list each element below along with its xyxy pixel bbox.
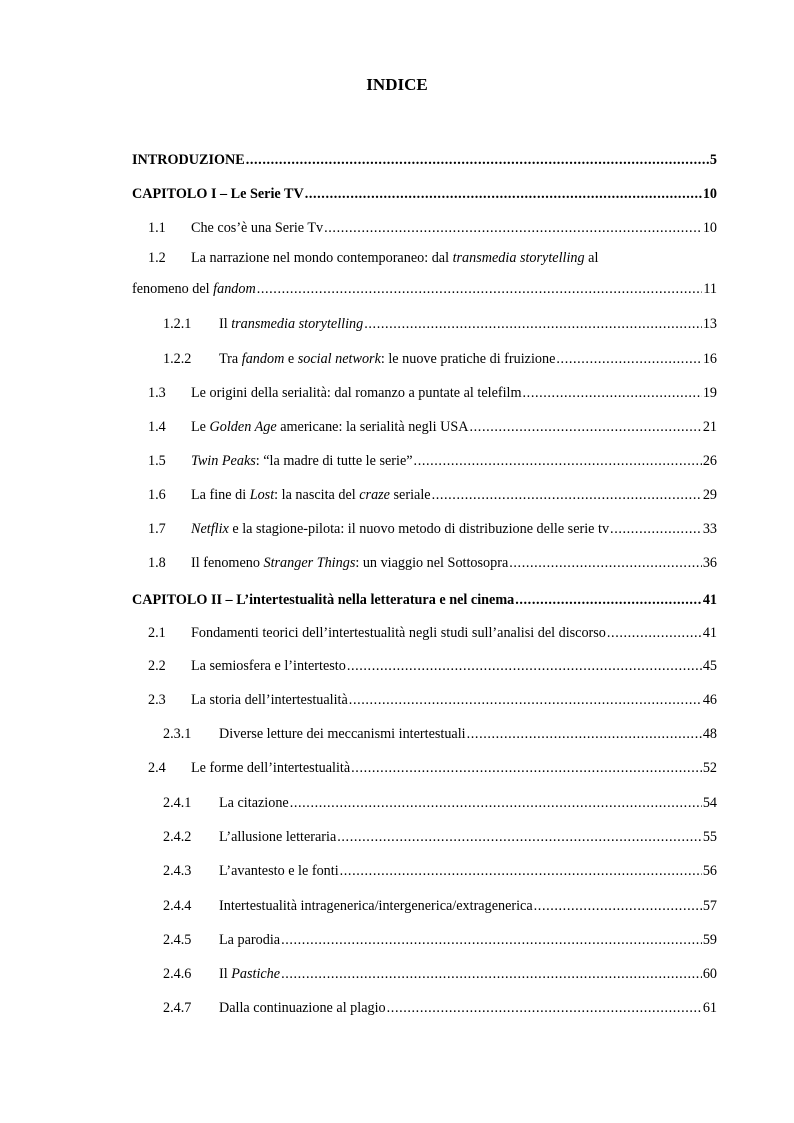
entry-number: 2.1 bbox=[148, 625, 166, 641]
entry-text-part: : “la madre di tutte le serie” bbox=[255, 453, 413, 469]
toc-entry[interactable] bbox=[0, 314, 794, 334]
entry-title bbox=[219, 964, 280, 984]
entry-title bbox=[132, 279, 256, 299]
entry-text-part: Stranger Things bbox=[263, 555, 356, 571]
entry-text-part: Netflix bbox=[191, 521, 229, 537]
entry-text-part: Fondamenti teorici dell’intertestualità negli studi sull’analisi del discorso bbox=[191, 625, 606, 641]
entry-number: 1.5 bbox=[148, 453, 166, 469]
entry-text-part: La parodia bbox=[219, 932, 281, 948]
entry-text-part: fenomeno del bbox=[132, 281, 214, 297]
entry-text-part: e la stagione-pilota: il nuovo metodo di distribuzione delle serie tv bbox=[228, 521, 610, 537]
dot-leader bbox=[414, 451, 702, 471]
toc-entry[interactable] bbox=[0, 485, 794, 505]
toc-entry[interactable] bbox=[0, 349, 794, 369]
dot-leader bbox=[347, 656, 702, 676]
entry-text-part: Le bbox=[191, 419, 210, 435]
entry-text-part: al bbox=[584, 250, 599, 266]
toc-entry-heading-line bbox=[148, 248, 598, 268]
page-number: 56 bbox=[702, 863, 717, 879]
toc-chapter-entry[interactable] bbox=[0, 184, 794, 204]
page-number: 54 bbox=[702, 795, 717, 811]
dot-leader bbox=[364, 314, 702, 334]
entry-number: 2.4.2 bbox=[163, 829, 192, 845]
entry-text-part: transmedia storytelling bbox=[231, 316, 364, 332]
dot-leader bbox=[509, 553, 702, 573]
entry-text-part: : un viaggio nel Sottosopra bbox=[355, 555, 509, 571]
entry-text-part: Diverse letture dei meccanismi intertestuali bbox=[219, 726, 466, 742]
entry-title bbox=[191, 690, 348, 710]
dot-leader bbox=[432, 485, 702, 505]
entry-number: 2.4.6 bbox=[163, 966, 192, 982]
entry-title bbox=[219, 724, 466, 744]
toc-entry[interactable] bbox=[0, 793, 794, 813]
entry-title bbox=[191, 519, 609, 539]
page-number: 29 bbox=[702, 487, 717, 503]
dot-leader bbox=[387, 998, 702, 1018]
entry-text-part: L’avantesto e le fonti bbox=[219, 863, 339, 879]
entry-title bbox=[219, 930, 280, 950]
dot-leader bbox=[349, 690, 702, 710]
toc-entry[interactable] bbox=[0, 758, 794, 778]
entry-text-part: seriale bbox=[389, 487, 431, 503]
toc-entry[interactable] bbox=[0, 998, 794, 1018]
entry-text-part: Tra bbox=[219, 351, 242, 367]
toc-entry[interactable] bbox=[0, 417, 794, 437]
entry-title bbox=[191, 218, 323, 238]
entry-title bbox=[191, 758, 350, 778]
entry-title bbox=[191, 451, 413, 471]
entry-text-part: L’allusione letteraria bbox=[219, 829, 337, 845]
dot-leader bbox=[607, 623, 702, 643]
entry-text-part: e bbox=[284, 351, 298, 367]
page-number: 59 bbox=[702, 932, 717, 948]
dot-leader bbox=[324, 218, 702, 238]
page-number: 16 bbox=[702, 351, 717, 367]
toc-entry[interactable] bbox=[0, 553, 794, 573]
entry-text-part: : le nuove pratiche di fruizione bbox=[380, 351, 556, 367]
page-number: 61 bbox=[702, 1000, 717, 1016]
page-number: 60 bbox=[702, 966, 717, 982]
page-number: 5 bbox=[709, 152, 717, 168]
page-number: 48 bbox=[702, 726, 717, 742]
entry-text-part: CAPITOLO II – L’intertestualità nella letteratura e nel cinema bbox=[132, 592, 515, 608]
entry-text-part: Lost bbox=[249, 487, 275, 503]
entry-title bbox=[219, 827, 336, 847]
page-number: 52 bbox=[702, 760, 717, 776]
page-number: 36 bbox=[702, 555, 717, 571]
entry-text-part: : la nascita del bbox=[274, 487, 360, 503]
page-number: 19 bbox=[702, 385, 717, 401]
dot-leader bbox=[340, 861, 702, 881]
dot-leader bbox=[467, 724, 702, 744]
entry-title bbox=[191, 553, 508, 573]
entry-text-part: La storia dell’intertestualità bbox=[191, 692, 348, 708]
entry-title bbox=[191, 417, 469, 437]
dot-leader bbox=[290, 793, 702, 813]
entry-number: 2.2 bbox=[148, 658, 166, 674]
entry-title bbox=[191, 623, 606, 643]
dot-leader bbox=[556, 349, 701, 369]
dot-leader bbox=[523, 383, 702, 403]
entry-text-part: social network bbox=[297, 351, 381, 367]
dot-leader bbox=[281, 930, 702, 950]
dot-leader bbox=[246, 150, 709, 170]
dot-leader bbox=[470, 417, 702, 437]
entry-text-part: americane: la serialità negli USA bbox=[276, 419, 469, 435]
entry-number: 2.4.4 bbox=[163, 898, 192, 914]
entry-title bbox=[219, 896, 533, 916]
toc-chapter-entry[interactable] bbox=[0, 590, 794, 610]
entry-number: 2.4.3 bbox=[163, 863, 192, 879]
toc-entry[interactable] bbox=[0, 964, 794, 984]
entry-title bbox=[219, 861, 339, 881]
entry-text-part: Il fenomeno bbox=[191, 555, 264, 571]
entry-text-part: La citazione bbox=[219, 795, 289, 811]
toc-chapter-entry[interactable] bbox=[0, 150, 794, 170]
entry-title bbox=[132, 590, 514, 610]
entry-number: 1.1 bbox=[148, 220, 166, 236]
entry-title bbox=[219, 349, 555, 369]
toc-entry[interactable] bbox=[0, 861, 794, 881]
page-number: 26 bbox=[702, 453, 717, 469]
toc-entry[interactable] bbox=[0, 623, 794, 643]
page-number: 21 bbox=[702, 419, 717, 435]
toc-entry[interactable] bbox=[0, 383, 794, 403]
entry-text-part: Che cos’è una Serie Tv bbox=[191, 220, 324, 236]
page-number: 46 bbox=[702, 692, 717, 708]
page-number: 45 bbox=[702, 658, 717, 674]
entry-number: 1.8 bbox=[148, 555, 166, 571]
page-number: 10 bbox=[702, 186, 717, 202]
entry-number: 1.7 bbox=[148, 521, 166, 537]
page-number: 41 bbox=[702, 625, 717, 641]
entry-number: 1.2 bbox=[148, 250, 166, 266]
toc-entry-first-line bbox=[0, 248, 794, 268]
entry-number: 2.4.7 bbox=[163, 1000, 192, 1016]
entry-text-part: Pastiche bbox=[231, 966, 281, 982]
toc-entry[interactable] bbox=[0, 827, 794, 847]
page-number: 41 bbox=[702, 592, 717, 608]
entry-text-part: Golden Age bbox=[209, 419, 277, 435]
entry-text-part: Le origini della serialità: dal romanzo a puntate al telefilm bbox=[191, 385, 522, 401]
toc-entry[interactable] bbox=[0, 451, 794, 471]
entry-title bbox=[191, 383, 522, 403]
entry-title bbox=[219, 314, 363, 334]
entry-title bbox=[219, 793, 289, 813]
entry-title bbox=[191, 656, 346, 676]
entry-text-part: Il bbox=[219, 966, 232, 982]
toc-entry[interactable] bbox=[0, 690, 794, 710]
dot-leader bbox=[351, 758, 702, 778]
entry-title bbox=[191, 485, 431, 505]
toc-entry[interactable] bbox=[0, 218, 794, 238]
dot-leader bbox=[610, 519, 702, 539]
entry-title bbox=[219, 998, 386, 1018]
entry-number: 1.2.2 bbox=[163, 351, 192, 367]
dot-leader bbox=[257, 279, 703, 299]
page-number: 13 bbox=[702, 316, 717, 332]
entry-text-part: CAPITOLO I – Le Serie TV bbox=[132, 186, 304, 202]
toc-entry[interactable] bbox=[0, 519, 794, 539]
entry-number: 1.6 bbox=[148, 487, 166, 503]
entry-text-part: INTRODUZIONE bbox=[132, 152, 245, 168]
entry-text-part: Le forme dell’intertestualità bbox=[191, 760, 351, 776]
entry-text-part: La narrazione nel mondo contemporaneo: dal bbox=[191, 250, 453, 266]
entry-number: 2.3.1 bbox=[163, 726, 192, 742]
entry-text-part: La semiosfera e l’intertesto bbox=[191, 658, 346, 674]
entry-number: 1.2.1 bbox=[163, 316, 192, 332]
dot-leader bbox=[534, 896, 702, 916]
entry-number: 1.4 bbox=[148, 419, 166, 435]
entry-text-part: La fine di bbox=[191, 487, 250, 503]
entry-text-part: fandom bbox=[241, 351, 285, 367]
entry-text-part: Intertestualità intragenerica/intergenerica/extragenerica bbox=[219, 898, 533, 914]
entry-text-part: fandom bbox=[213, 281, 256, 297]
page-number: 55 bbox=[702, 829, 717, 845]
toc-entry[interactable] bbox=[0, 656, 794, 676]
page-number: 33 bbox=[702, 521, 717, 537]
entry-text-part: Il bbox=[219, 316, 232, 332]
dot-leader bbox=[305, 184, 702, 204]
toc-entry[interactable] bbox=[0, 896, 794, 916]
entry-number: 2.4.5 bbox=[163, 932, 192, 948]
entry-text-part: transmedia storytelling bbox=[452, 250, 585, 266]
entry-number: 1.3 bbox=[148, 385, 166, 401]
entry-number: 2.4 bbox=[148, 760, 166, 776]
page-number: 11 bbox=[703, 281, 717, 297]
toc-entry[interactable] bbox=[0, 724, 794, 744]
entry-number: 2.3 bbox=[148, 692, 166, 708]
toc-entry[interactable] bbox=[0, 930, 794, 950]
page-title: INDICE bbox=[366, 75, 428, 94]
entry-number: 2.4.1 bbox=[163, 795, 192, 811]
entry-title bbox=[132, 150, 245, 170]
toc-entry[interactable] bbox=[0, 279, 794, 299]
entry-text-part: Dalla continuazione al plagio bbox=[219, 1000, 386, 1016]
dot-leader bbox=[281, 964, 702, 984]
page-number: 57 bbox=[702, 898, 717, 914]
page-number: 10 bbox=[702, 220, 717, 236]
entry-text-part: Twin Peaks bbox=[191, 453, 256, 469]
dot-leader bbox=[337, 827, 702, 847]
dot-leader bbox=[515, 590, 702, 610]
entry-text-part: craze bbox=[359, 487, 390, 503]
entry-title bbox=[132, 184, 304, 204]
